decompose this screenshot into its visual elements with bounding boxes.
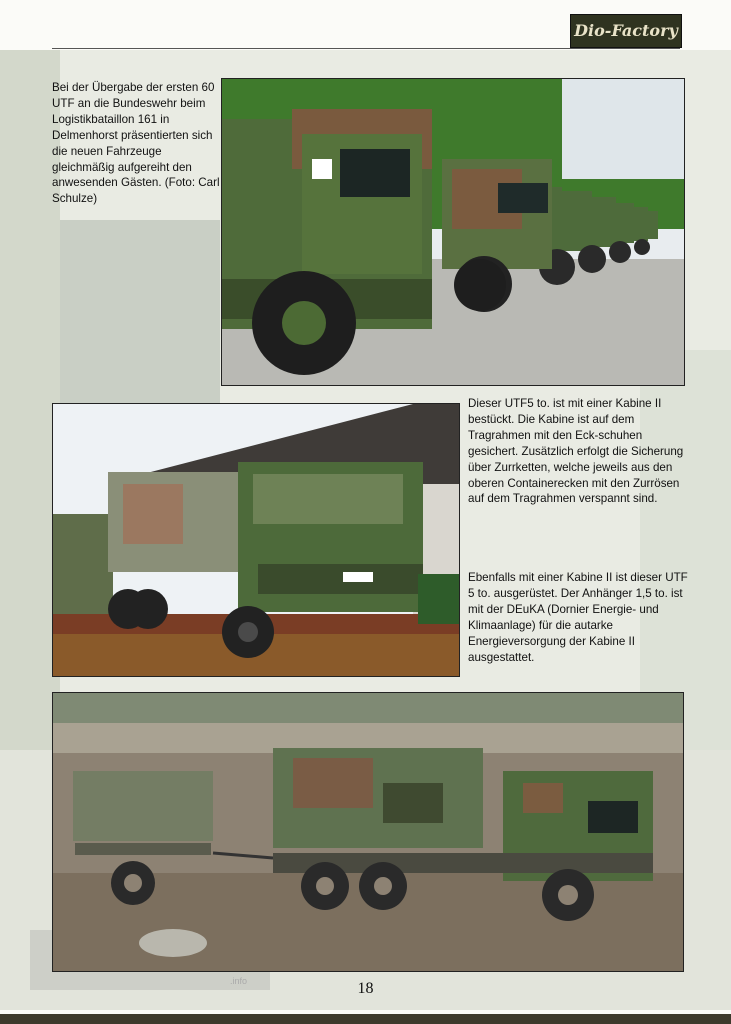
photo-caption-3: Ebenfalls mit einer Kabine II ist dieser UTF 5 to. ausgerüstet. Der Anhänger 1,5 to. ist mit der DEuKA (Dornier Energie- und Klimaanlage) für die autarke Energieversorgung der Kabine II ausgestattet. (468, 571, 688, 664)
photo-caption-2: Dieser UTF5 to. ist mit einer Kabine II bestückt. Die Kabine ist auf dem Tragrahmen mit den Eck-schuhen gesichert. Zusätzlich erfolgt die Sicherung über Zurrketten, welche jeweils aus den oberen Containerecken mit den Zurrösen auf dem Tragrahmen verspannt sind. (468, 397, 684, 506)
watermark-text: .info (230, 976, 248, 986)
photo-caption-1: Bei der Übergabe der ersten 60 UTF an die Bundeswehr beim Logistikbataillon 161 in Delmenhorst präsentierten sich die neuen Fahrzeuge gleichmäßig aufgereiht den anwesenden Gästen. (Foto: Carl Schulze) (52, 81, 220, 206)
page-number: 18 (357, 980, 374, 997)
brand-logo: Dio-Factory (570, 14, 682, 48)
photo-truck-row (221, 78, 685, 386)
photo-truck-cabin (52, 403, 460, 677)
photo-truck-trailer (52, 692, 684, 972)
bottom-strip (0, 1014, 731, 1024)
header-rule (52, 48, 680, 49)
